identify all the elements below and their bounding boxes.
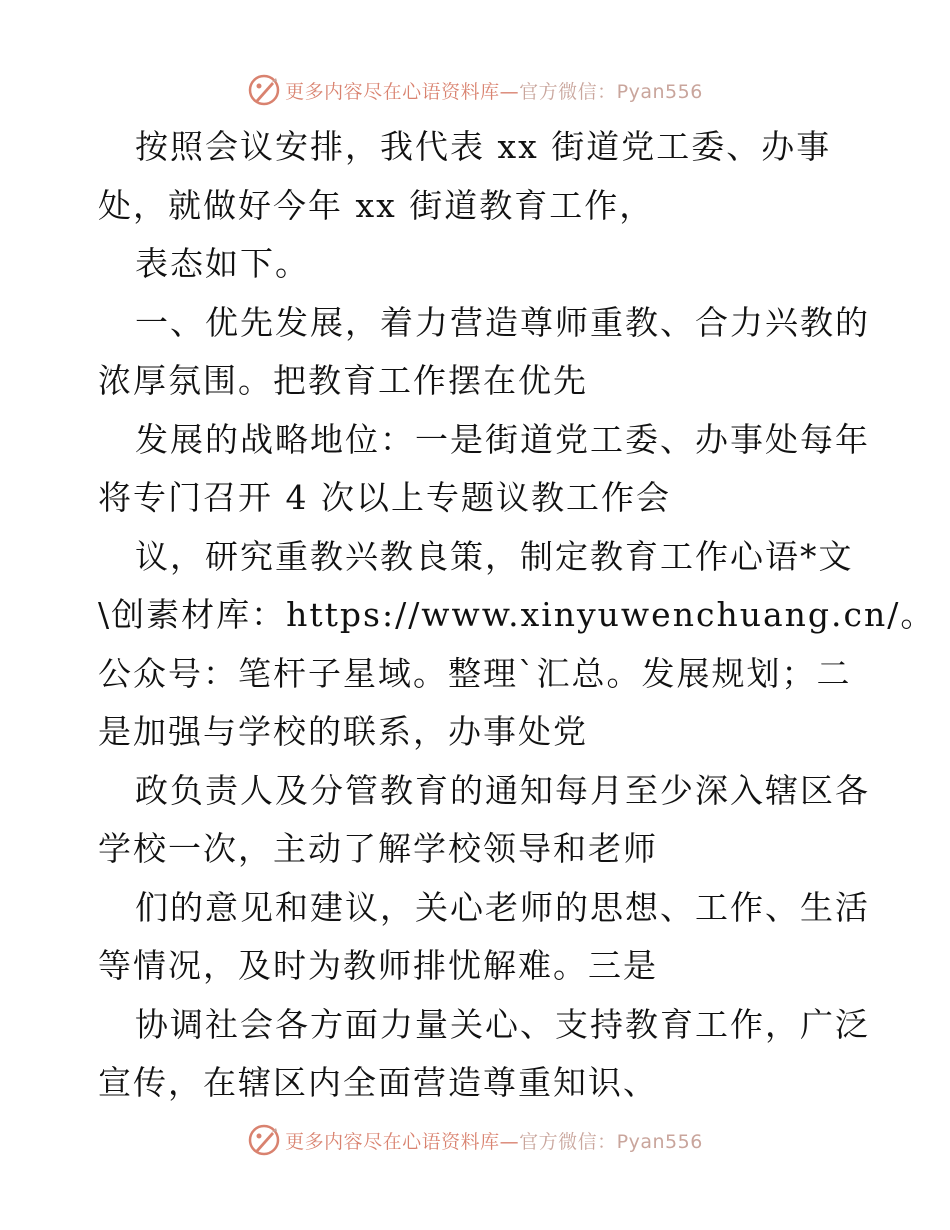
text-line: 宣传，在辖区内全面营造尊重知识、	[98, 1063, 658, 1102]
text-line: 发展的战略地位：一是街道党工委、办事处每年	[135, 419, 870, 459]
quill-pen-logo-icon	[247, 1123, 281, 1157]
text-line: 们的意见和建议，关心老师的思想、工作、生活	[135, 887, 870, 927]
text-line: 一、优先发展，着力营造尊师重教、合力兴教的	[135, 302, 870, 342]
document-body	[98, 118, 936, 1113]
text-line: 协调社会各方面力量关心、支持教育工作，广泛	[135, 1004, 870, 1044]
banner-main-text: 更多内容尽在心语资料库—	[285, 80, 520, 103]
text-line: \创素材库：https://www.xinyuwenchuang.cn/。	[98, 595, 936, 634]
text-line: 政负责人及分管教育的通知每月至少深入辖区各	[135, 770, 870, 810]
text-line: 浓厚氛围。把教育工作摆在优先	[98, 361, 588, 400]
banner-wechat-text: 官方微信：Pyan556	[519, 1130, 703, 1153]
text-line: 公众号：笔杆子星域。整理`汇总。发展规划；二	[98, 653, 852, 693]
quill-pen-logo-icon	[247, 73, 281, 107]
header-banner	[0, 70, 950, 110]
text-line: 是加强与学校的联系，办事处党	[98, 712, 588, 751]
banner-text	[285, 1127, 703, 1154]
text-line: 表态如下。	[135, 244, 310, 283]
text-line: 处，就做好今年 xx 街道教育工作，	[98, 185, 655, 225]
text-line: 等情况，及时为教师排忧解难。三是	[98, 946, 658, 985]
banner-main-text: 更多内容尽在心语资料库—	[285, 1130, 520, 1153]
text-line: 学校一次，主动了解学校领导和老师	[98, 829, 658, 868]
text-line: 议，研究重教兴教良策，制定教育工作心语*文	[135, 536, 854, 576]
banner-text	[285, 77, 703, 104]
text-line: 将专门召开 4 次以上专题议教工作会	[98, 478, 671, 517]
banner-wechat-text: 官方微信：Pyan556	[519, 80, 703, 103]
footer-banner	[0, 1120, 950, 1160]
text-line: 按照会议安排，我代表 xx 街道党工委、办事	[135, 127, 832, 166]
